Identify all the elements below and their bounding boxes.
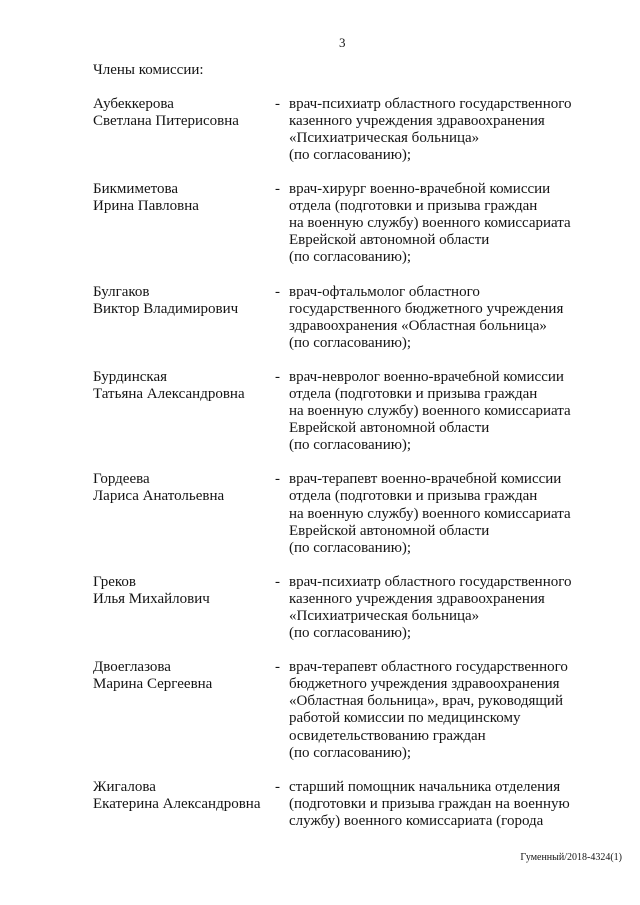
section-heading: Члены комиссии: [93,61,204,78]
member-entry [93,96,633,164]
member-name [93,471,274,556]
member-name [93,181,274,266]
position-line: отдела (подготовки и призыва граждан [289,385,538,402]
position-line: службу) военного комиссариата (города [289,812,544,829]
position-line: Еврейской автономной области [289,232,490,249]
member-name [93,779,274,830]
position-line: «Психиатрическая больница» [289,129,480,146]
separator-dash: - [275,471,280,488]
position-line: Еврейской автономной области [289,522,490,539]
position-line: врач-офтальмолог областного [289,283,480,300]
position-line: (по согласованию); [289,744,412,761]
position-line: врач-хирург военно-врачебной комиссии [289,181,551,198]
member-entry [93,369,633,454]
member-given-names: Ирина Павловна [93,198,199,215]
member-surname: Греков [93,573,136,590]
member-name [93,574,274,642]
position-line: (по согласованию); [289,146,412,163]
member-surname: Двоеглазова [93,659,171,676]
member-given-names: Илья Михайлович [93,590,210,607]
position-line: государственного бюджетного учреждения [289,300,564,317]
member-given-names: Лариса Анатольевна [93,488,225,505]
member-surname: Булгаков [93,283,150,300]
position-line: бюджетного учреждения здравоохранения [289,676,560,693]
member-position [289,779,633,830]
position-line: «Областная больница», врач, руководящий [289,693,563,710]
member-entry [93,471,633,556]
position-line: на военную службу) военного комиссариата [289,505,571,522]
member-given-names: Светлана Питерисовна [93,112,239,129]
position-line: здравоохранения «Областная больница» [289,317,547,334]
member-position [289,369,633,454]
position-line: врач-терапевт областного государственного [289,659,568,676]
position-line: старший помощник начальника отделения [289,778,561,795]
position-line: казенного учреждения здравоохранения [289,590,545,607]
member-name [93,369,274,454]
member-position [289,96,633,164]
document-footer-code: Гуменный/2018-4324(1) [520,852,622,863]
separator-dash: - [275,659,280,676]
position-line: (подготовки и призыва граждан на военную [289,795,570,812]
position-line: казенного учреждения здравоохранения [289,112,545,129]
separator-dash: - [275,778,280,795]
position-line: отдела (подготовки и призыва граждан [289,488,538,505]
member-position [289,574,633,642]
separator-dash: - [275,368,280,385]
position-line: (по согласованию); [289,334,412,351]
position-line: врач-невролог военно-врачебной комиссии [289,368,564,385]
position-line: на военную службу) военного комиссариата [289,215,571,232]
position-line: (по согласованию); [289,625,412,642]
member-position [289,181,633,266]
page-number: 3 [339,35,346,50]
member-name [93,659,274,761]
member-position [289,471,633,556]
member-surname: Жигалова [93,778,156,795]
position-line: врач-психиатр областного государственного [289,95,572,112]
member-entry [93,181,633,266]
member-given-names: Виктор Владимирович [93,300,239,317]
position-line: врач-терапевт военно-врачебной комиссии [289,471,562,488]
member-name [93,96,274,164]
member-given-names: Екатерина Александровна [93,795,261,812]
position-line: (по согласованию); [289,249,412,266]
separator-dash: - [275,573,280,590]
position-line: Еврейской автономной области [289,420,490,437]
member-surname: Гордеева [93,471,150,488]
member-position [289,284,633,352]
separator-dash: - [275,95,280,112]
member-position [289,659,633,761]
position-line: (по согласованию); [289,437,412,454]
member-surname: Аубеккерова [93,95,174,112]
member-entry [93,574,633,642]
position-line: отдела (подготовки и призыва граждан [289,198,538,215]
member-surname: Бурдинская [93,368,168,385]
position-line: освидетельствованию граждан [289,727,486,744]
member-name [93,284,274,352]
document-body [93,62,633,848]
member-given-names: Марина Сергеевна [93,676,213,693]
position-line: «Психиатрическая больница» [289,608,480,624]
position-line: работой комиссии по медицинскому [289,710,521,727]
member-entry [93,659,633,761]
position-line: (по согласованию); [289,539,412,556]
member-surname: Бикмиметова [93,181,178,198]
position-line: на военную службу) военного комиссариата [289,403,571,420]
separator-dash: - [275,181,280,198]
member-entry [93,779,633,830]
position-line: врач-психиатр областного государственного [289,573,572,590]
member-entry [93,284,633,352]
member-given-names: Татьяна Александровна [93,385,245,402]
separator-dash: - [275,283,280,300]
